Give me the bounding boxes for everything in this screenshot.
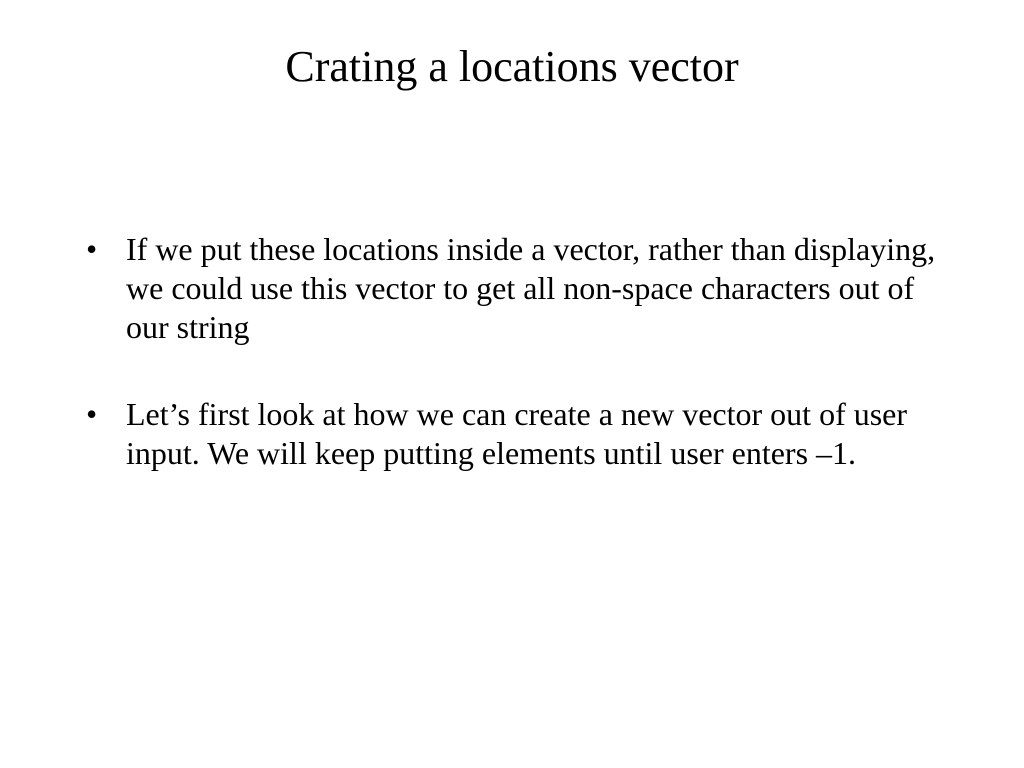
bullet-marker: • — [86, 231, 98, 267]
bullet-text: Let’s first look at how we can create a new vector out of user input. We will keep putting elements until user enters –1. — [126, 396, 908, 471]
bullet-item — [86, 230, 946, 347]
bullet-marker: • — [86, 396, 98, 432]
slide-title: Crating a locations vector — [285, 42, 739, 91]
bullet-text: If we put these locations inside a vector, rather than displaying, we could use this vector to get all non-space characters out of our string — [126, 231, 936, 345]
bullet-item — [86, 395, 946, 473]
bullet-list — [86, 230, 946, 473]
